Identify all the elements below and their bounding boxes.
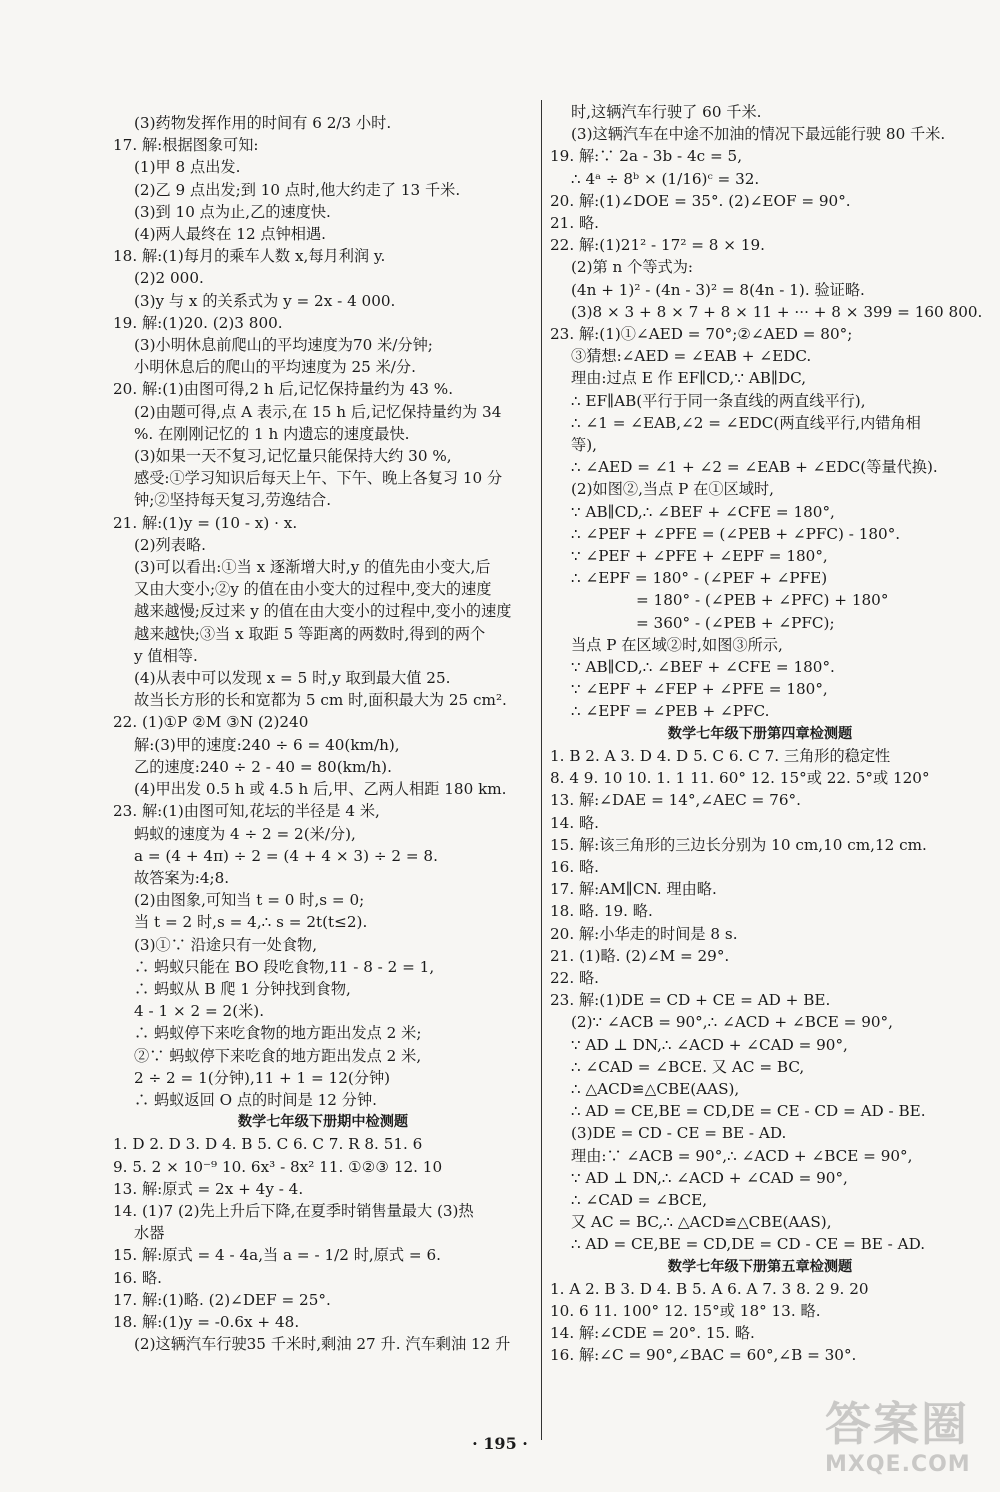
answer-line: 18. 解:(1)y = -0.6x + 48.: [113, 1312, 300, 1331]
answer-line: ∴ ∠PEF + ∠PFE = (∠PEB + ∠PFC) - 180°.: [571, 524, 901, 543]
answer-line: 15. 解:该三角形的三边长分别为 10 cm,10 cm,12 cm.: [550, 835, 927, 854]
answer-line: 16. 解:∠C = 90°,∠BAC = 60°,∠B = 30°.: [550, 1346, 857, 1365]
answer-line: 1. D 2. D 3. D 4. B 5. C 6. C 7. R 8. 51. 6: [113, 1135, 423, 1154]
answer-line: ∴ EF∥AB(平行于同一条直线的两直线平行),: [571, 391, 866, 410]
answer-line: 18. 解:(1)每月的乘车人数 x,每月利润 y.: [113, 247, 386, 266]
section-title: 数学七年级下册期中检测题: [237, 1114, 409, 1131]
answer-line: (3)药物发挥作用的时间有 6 2/3 小时.: [134, 114, 392, 132]
answer-line: 蚂蚁的速度为 4 ÷ 2 = 2(米/分),: [134, 824, 356, 843]
answer-line: 4 - 1 × 2 = 2(米).: [134, 1002, 265, 1021]
answer-line: 20. 解:小华走的时间是 8 s.: [550, 924, 738, 943]
answer-line: ∴ ∠AED = ∠1 + ∠2 = ∠EAB + ∠EDC(等量代换).: [571, 458, 938, 477]
answer-line: a = (4 + 4π) ÷ 2 = (4 + 4 × 3) ÷ 2 = 8.: [134, 846, 438, 865]
answer-line: 14. 解:∠CDE = 20°. 15. 略.: [550, 1324, 755, 1343]
answer-line: 20. 解:(1)由图可得,2 h 后,记忆保持量约为 43 %.: [113, 380, 454, 399]
answer-line: 又 AC = BC,∴ △ACD≌△CBE(AAS),: [571, 1213, 832, 1232]
answer-line: (3)DE = CD - CE = BE - AD.: [571, 1124, 787, 1143]
answer-line: %. 在刚刚记忆的 1 h 内遗忘的速度最快.: [134, 424, 410, 443]
section-title: 数学七年级下册第四章检测题: [667, 725, 853, 742]
watermark-text: 答案圈: [825, 1397, 969, 1451]
answer-line: 解:(3)甲的速度:240 ÷ 6 = 40(km/h),: [134, 735, 400, 754]
answer-line: 22. (1)①P ②M ③N (2)240: [113, 713, 309, 732]
section-title: 数学七年级下册第五章检测题: [667, 1258, 853, 1275]
answer-line: (2)如图②,当点 P 在①区域时,: [571, 480, 774, 499]
watermark-site: MXQE.COM: [825, 1452, 971, 1477]
answer-line: 23. 解:(1)DE = CD + CE = AD + BE.: [550, 991, 831, 1010]
answer-line: (3)①∵ 沿途只有一处食物,: [134, 935, 318, 954]
answer-line: (3)这辆汽车在中途不加油的情况下最远能行驶 80 千米.: [571, 125, 946, 144]
answer-line: 22. 解:(1)21² - 17² = 8 × 19.: [550, 236, 765, 255]
answer-line: = 360° - (∠PEB + ∠PFC);: [636, 613, 835, 632]
answer-line: ∵ AB∥CD,∴ ∠BEF + ∠CFE = 180°.: [571, 658, 835, 677]
answer-line: (2)由题可得,点 A 表示,在 15 h 后,记忆保持量约为 34: [134, 402, 502, 421]
answer-line: ∴ AD = CE,BE = CD,DE = CD - CE = BE - AD.: [571, 1235, 926, 1254]
answer-line: ∴ 蚂蚁只能在 BO 段吃食物,11 - 8 - 2 = 1,: [134, 957, 435, 976]
column-divider: [541, 100, 542, 1440]
answer-line: 15. 解:原式 = 4 - 4a,当 a = - 1/2 时,原式 = 6.: [113, 1246, 441, 1265]
answer-line: (2)∵ ∠ACB = 90°,∴ ∠ACD + ∠BCE = 90°,: [571, 1013, 893, 1032]
answer-line: y 值相等.: [134, 646, 198, 665]
answer-line: 17. 解:根据图象可知:: [113, 136, 259, 155]
answer-line: (2)第 n 个等式为:: [571, 258, 694, 277]
answer-line: 8. 4 9. 10 10. 1. 1 11. 60° 12. 15°或 22. 5°或 120°: [550, 769, 930, 788]
page-number: · 195 ·: [472, 1434, 528, 1453]
answer-line: (3)可以看出:①当 x 逐渐增大时,y 的值先由小变大,后: [134, 558, 491, 577]
answer-line: ∴ △ACD≌△CBE(AAS),: [571, 1079, 740, 1098]
answer-line: 当 t = 2 时,s = 4,∴ s = 2t(t≤2).: [134, 913, 368, 932]
answer-line: 21. 略.: [550, 214, 599, 233]
answer-line: (2)列表略.: [134, 535, 206, 554]
answer-line: ∴ ∠CAD = ∠BCE,: [571, 1190, 708, 1209]
answer-line: (3)如果一天不复习,记忆量只能保持大约 30 %,: [134, 447, 452, 466]
answer-line: 1. B 2. A 3. D 4. D 5. C 6. C 7. 三角形的稳定性: [550, 746, 891, 765]
answer-line: (4)从表中可以发现 x = 5 时,y 取到最大值 25.: [134, 669, 451, 688]
answer-line: 感受:①学习知识后每天上午、下午、晚上各复习 10 分: [134, 469, 503, 488]
answer-line: ∴ ∠CAD = ∠BCE. 又 AC = BC,: [571, 1057, 805, 1076]
answer-line: 水器: [134, 1224, 165, 1243]
answer-line: ②∵ 蚂蚁停下来吃食的地方距出发点 2 米,: [134, 1046, 422, 1065]
answer-line: ∵ ∠PEF + ∠PFE + ∠EPF = 180°,: [571, 547, 828, 566]
answer-line: 22. 略.: [550, 968, 599, 987]
answer-line: 21. (1)略. (2)∠M = 29°.: [550, 946, 730, 965]
answer-line: ∴ 蚂蚁停下来吃食物的地方距出发点 2 米;: [134, 1024, 422, 1043]
answer-line: 17. 解:AM∥CN. 理由略.: [550, 880, 717, 899]
answer-line: 越来越慢;反过来 y 的值在由大变小的过程中,变小的速度: [134, 602, 512, 621]
answer-line: 乙的速度:240 ÷ 2 - 40 = 80(km/h).: [134, 757, 392, 776]
answer-line: 时,这辆汽车行驶了 60 千米.: [571, 103, 762, 121]
answer-line: ∴ AD = CE,BE = CD,DE = CE - CD = AD - BE.: [571, 1102, 926, 1121]
answer-line: 等),: [571, 436, 597, 455]
answer-line: (2)2 000.: [134, 269, 204, 288]
answer-line: 14. (1)7 (2)先上升后下降,在夏季时销售量最大 (3)热: [113, 1201, 474, 1220]
answer-line: ∴ ∠EPF = ∠PEB + ∠PFC.: [571, 702, 770, 721]
watermark-logo: [825, 1396, 975, 1486]
answer-line: (3)到 10 点为止,乙的速度快.: [134, 202, 331, 221]
right-column: [550, 101, 983, 1367]
answer-line: 9. 5. 2 × 10⁻⁹ 10. 6x³ - 8x² 11. ①②③ 12. 10: [113, 1157, 443, 1176]
answer-line: ∴ 蚂蚁从 B 爬 1 分钟找到食物,: [134, 979, 351, 998]
answer-line: 小明休息后的爬山的平均速度为 25 米/分.: [134, 358, 416, 377]
answer-line: 16. 略.: [113, 1268, 162, 1287]
answer-line: 13. 解:∠DAE = 14°,∠AEC = 76°.: [550, 791, 801, 810]
answer-line: ∵ AD ⊥ DN,∴ ∠ACD + ∠CAD = 90°,: [571, 1168, 848, 1187]
answer-line: 理由:过点 E 作 EF∥CD,∵ AB∥DC,: [571, 369, 807, 388]
answer-line: ∴ 4ᵃ ÷ 8ᵇ × (1/16)ᶜ = 32.: [571, 169, 760, 188]
answer-line: (3)小明休息前爬山的平均速度为70 米/分钟;: [134, 336, 433, 355]
answer-line: (1)甲 8 点出发.: [134, 158, 241, 177]
answer-line: 13. 解:原式 = 2x + 4y - 4.: [113, 1179, 304, 1198]
answer-line: 2 ÷ 2 = 1(分钟),11 + 1 = 12(分钟): [134, 1068, 391, 1087]
answer-line: ∴ ∠1 = ∠EAB,∠2 = ∠EDC(两直线平行,内错角相: [571, 413, 921, 432]
answer-line: (2)这辆汽车行驶35 千米时,剩油 27 升. 汽车剩油 12 升: [134, 1335, 511, 1354]
answer-line: 故当长方形的长和宽都为 5 cm 时,面积最大为 25 cm².: [134, 691, 507, 710]
answer-line: 19. 解:(1)20. (2)3 800.: [113, 313, 283, 332]
answer-line: 故答案为:4;8.: [134, 868, 230, 887]
answer-line: 越来越快;③当 x 取距 5 等距离的两数时,得到的两个: [134, 624, 486, 643]
answer-line: 19. 解:∵ 2a - 3b - 4c = 5,: [550, 147, 743, 166]
answer-line: ∵ AB∥CD,∴ ∠BEF + ∠CFE = 180°,: [571, 502, 835, 521]
answer-line: 钟;②坚持每天复习,劳逸结合.: [134, 491, 332, 510]
answer-line: ∴ 蚂蚁返回 O 点的时间是 12 分钟.: [134, 1090, 377, 1109]
answer-line: 20. 解:(1)∠DOE = 35°. (2)∠EOF = 90°.: [550, 191, 851, 210]
answer-line: ③猜想:∠AED = ∠EAB + ∠EDC.: [571, 347, 812, 366]
answer-line: (2)由图象,可知当 t = 0 时,s = 0;: [134, 891, 365, 910]
answer-line: ∴ ∠EPF = 180° - (∠PEF + ∠PFE): [571, 569, 828, 588]
answer-line: 17. 解:(1)略. (2)∠DEF = 25°.: [113, 1290, 331, 1309]
answer-line: 16. 略.: [550, 857, 599, 876]
answer-line: (3)8 × 3 + 8 × 7 + 8 × 11 + ··· + 8 × 399 = 160 800.: [571, 302, 983, 321]
answer-line: (4n + 1)² - (4n - 3)² = 8(4n - 1). 验证略.: [571, 280, 865, 299]
answer-line: 23. 解:(1)①∠AED = 70°;②∠AED = 80°;: [550, 325, 853, 344]
answer-line: 10. 6 11. 100° 12. 15°或 18° 13. 略.: [550, 1301, 821, 1320]
answer-line: 理由:∵ ∠ACB = 90°,∴ ∠ACD + ∠BCE = 90°,: [571, 1146, 913, 1165]
answer-line: = 180° - (∠PEB + ∠PFC) + 180°: [636, 591, 889, 610]
answer-line: 18. 略. 19. 略.: [550, 902, 653, 921]
answer-line: (4)甲出发 0.5 h 或 4.5 h 后,甲、乙两人相距 180 km.: [134, 780, 507, 799]
answer-line: 1. A 2. B 3. D 4. B 5. A 6. A 7. 3 8. 2 9. 20: [550, 1279, 869, 1298]
answer-line: (2)乙 9 点出发;到 10 点时,他大约走了 13 千米.: [134, 180, 461, 199]
answer-line: 23. 解:(1)由图可知,花坛的半径是 4 米,: [113, 802, 380, 821]
answer-line: 又由大变小;②y 的值在由小变大的过程中,变大的速度: [134, 580, 492, 599]
answer-line: (4)两人最终在 12 点钟相遇.: [134, 225, 327, 244]
answer-line: 14. 略.: [550, 813, 599, 832]
left-column: [113, 112, 533, 1355]
answer-line: ∵ AD ⊥ DN,∴ ∠ACD + ∠CAD = 90°,: [571, 1035, 848, 1054]
answer-line: 21. 解:(1)y = (10 - x) · x.: [113, 513, 298, 532]
answer-line: ∵ ∠EPF + ∠FEP + ∠PFE = 180°,: [571, 680, 828, 699]
answer-line: (3)y 与 x 的关系式为 y = 2x - 4 000.: [134, 291, 396, 310]
answer-line: 当点 P 在区域②时,如图③所示,: [571, 635, 783, 654]
